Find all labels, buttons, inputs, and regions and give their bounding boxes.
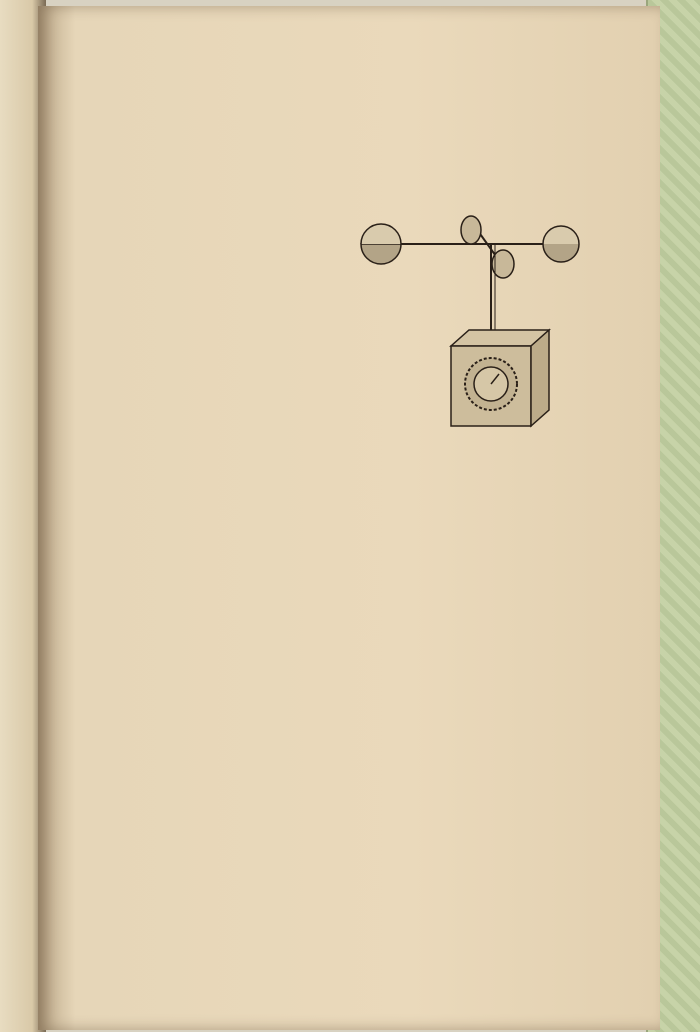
book-page	[38, 6, 660, 1030]
figure-caption	[356, 434, 592, 449]
anemometer-illustration	[353, 204, 583, 432]
